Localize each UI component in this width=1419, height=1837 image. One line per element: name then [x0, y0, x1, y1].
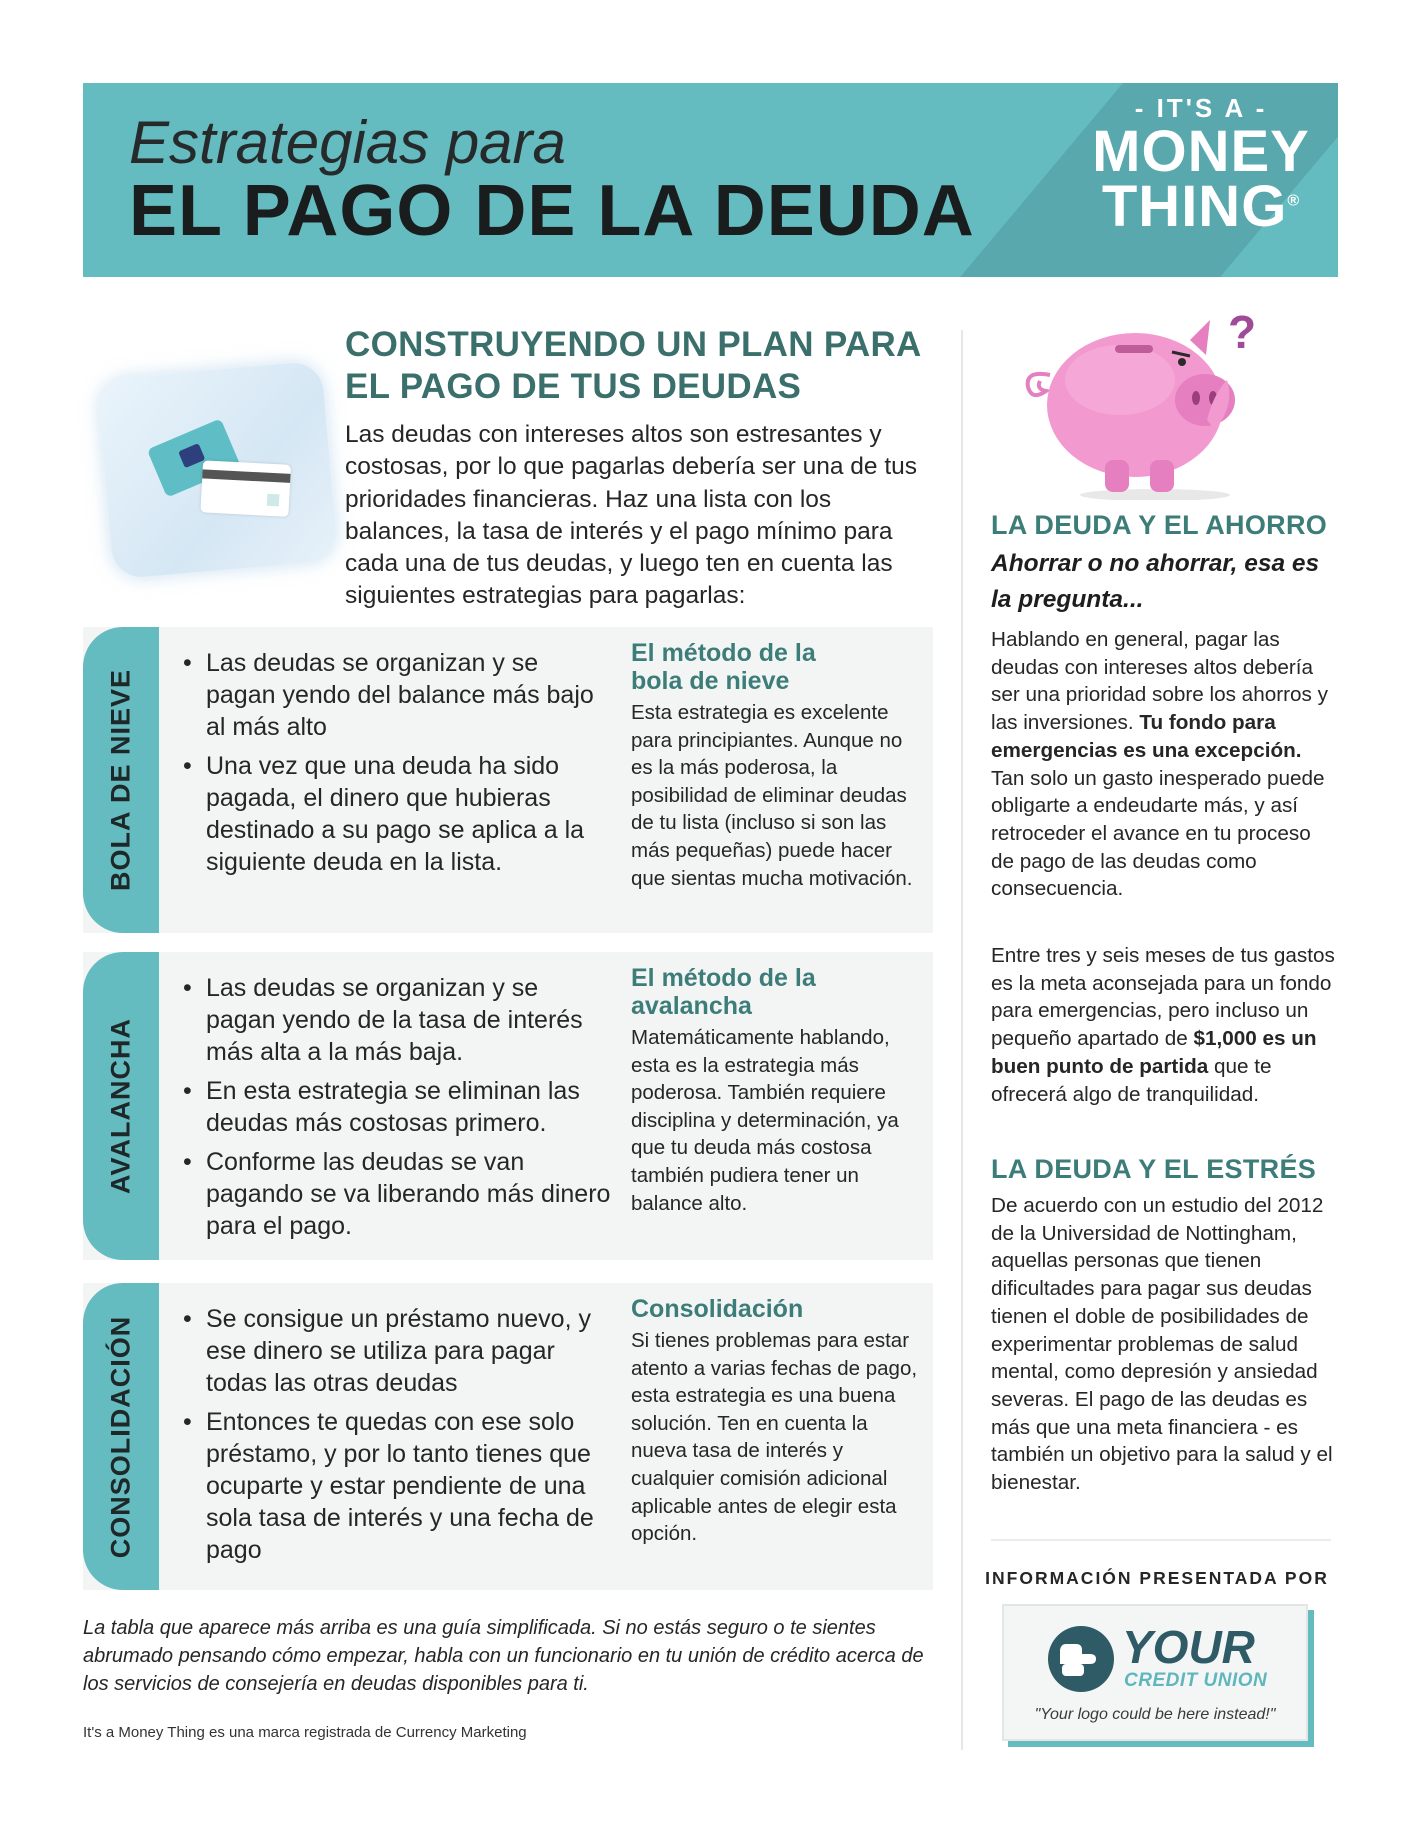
method-title: Consolidación — [631, 1295, 804, 1323]
savings-p2-end: que te ofrecerá algo de tranquilidad. — [991, 1054, 1272, 1106]
bullet-item: • En esta estrategia se eliminan las deudas más costosas primero. — [183, 1075, 613, 1139]
strategy-tab — [83, 952, 159, 1260]
strategy-tab-label: AVALANCHA — [105, 1018, 136, 1194]
strategy-bullets — [183, 647, 613, 885]
bullet-item: • Las deudas se organizan y se pagan yendo del balance más bajo al más alto — [183, 647, 613, 743]
bullet-item: • Una vez que una deuda ha sido pagada, el dinero que hubieras destinado a su pago se aplica a la siguiente deuda en la lista. — [183, 750, 613, 878]
method-body: Matemáticamente hablando, esta es la estrategia más poderosa. También requiere disciplina y determinación, ya que tu deuda más costosa también pudiera tener un balance alto. — [631, 1026, 899, 1215]
sidebar-divider — [961, 330, 963, 1750]
savings-paragraph-1 — [991, 626, 1336, 903]
savings-p2-start: Entre tres y seis meses de tus gastos es la meta aconsejada para un fondo para emergencias, pero incluso un pequeño apartado de — [991, 944, 1335, 1051]
logo-thing: THING — [1101, 174, 1288, 240]
strategy-tab-label: CONSOLIDACIÓN — [105, 1315, 136, 1558]
savings-p1-end: Tan solo un gasto inesperado puede obligarte a endeudarte más, y así retroceder el avance en tu proceso de pago de las deudas como consecuencia. — [991, 766, 1325, 901]
piggy-bank-question-icon — [1010, 300, 1260, 500]
header-banner — [83, 83, 1338, 277]
credit-union-tagline: "Your logo could be here instead!" — [1034, 1706, 1276, 1723]
logo-money: MONEY — [1092, 119, 1310, 184]
savings-subheading: Ahorrar o no ahorrar, esa es la pregunta... — [991, 550, 1320, 613]
frozen-credit-cards-icon — [97, 361, 339, 580]
strategy-row-consolidation — [83, 1283, 933, 1590]
intro-heading-line1: CONSTRUYENDO UN PLAN PARA — [345, 325, 922, 364]
savings-paragraph-2 — [991, 942, 1336, 1108]
stress-body: De acuerdo con un estudio del 2012 de la Universidad de Nottingham, aquellas personas que tienen dificultades para pagar sus deudas tienen el doble de posibilidades de experimentar problemas de salud mental, como depresión y ansiedad severas. El pago de las deudas es más que una meta financiera - es también un objetivo para la salud y el bienestar. — [991, 1194, 1333, 1495]
method-title: El método de la bola de nieve — [631, 639, 816, 695]
savings-p1-bold: Tu fondo para emergencias es una excepción. — [991, 711, 1302, 762]
card-stripe — [202, 469, 290, 483]
bullet-item: • Las deudas se organizan y se pagan yendo de la tasa de interés más alta a la más baja. — [183, 972, 613, 1068]
card-square — [267, 494, 280, 507]
logo-its-a: - IT'S A - — [1134, 93, 1268, 123]
sidebar-rule — [991, 1539, 1331, 1541]
credit-union-name: CREDIT UNION — [1124, 1670, 1268, 1691]
bullet-item: • Conforme las deudas se van pagando se va liberando más dinero para el pago. — [183, 1146, 613, 1242]
strategy-tab — [83, 627, 159, 933]
logo-registered: ® — [1287, 192, 1301, 210]
intro-heading — [345, 324, 945, 408]
strategy-row-snowball — [83, 627, 933, 933]
method-box — [631, 639, 921, 892]
intro-heading-line2: EL PAGO DE TUS DEUDAS — [345, 367, 802, 406]
strategy-row-avalanche — [83, 952, 933, 1260]
presented-by-label: INFORMACIÓN PRESENTADA POR — [985, 1568, 1329, 1588]
money-thing-logo — [1081, 93, 1321, 240]
strategy-bullets — [183, 972, 613, 1249]
pointing-hand-glyph — [1048, 1626, 1114, 1692]
strategy-bullets — [183, 1303, 613, 1573]
bullet-item: • Entonces te quedas con ese solo préstamo, y por lo tanto tienes que ocuparte y estar pendiente de una sola tasa de interés y una fecha de pago — [183, 1406, 613, 1566]
method-box — [631, 964, 921, 1217]
credit-card-white — [200, 460, 291, 517]
header-main-title: EL PAGO DE LA DEUDA — [129, 171, 975, 251]
card-chip — [178, 443, 205, 468]
header-script-title: Estrategias para — [129, 109, 566, 176]
credit-union-logo-box — [1002, 1604, 1308, 1741]
savings-p1-start: Hablando en general, pagar las deudas con intereses altos debería ser una prioridad sobre los ahorros y las inversiones. — [991, 628, 1328, 735]
strategy-tab-label: BOLA DE NIEVE — [105, 668, 136, 892]
method-body: Esta estrategia es excelente para principiantes. Aunque no es la más poderosa, la posibilidad de eliminar deudas de tu lista (incluso si son las más pequeñas) puede hacer que sientas mucha motivación. — [631, 701, 913, 890]
stress-heading: LA DEUDA Y EL ESTRÉS — [991, 1154, 1317, 1184]
strategy-tab — [83, 1283, 159, 1590]
method-body: Si tienes problemas para estar atento a varias fechas de pago, esta estrategia es una buena solución. Ten en cuenta la nueva tasa de interés y cualquier comisión adicional aplicable antes de elegir esta opción. — [631, 1329, 918, 1546]
svg-text:?: ? — [1228, 306, 1257, 358]
intro-body: Las deudas con intereses altos son estresantes y costosas, por lo que pagarlas debería ser una de tus prioridades financieras. Haz una lista con los balances, la tasa de interés y el pago mínimo para cada una de tus deudas, y luego ten en cuenta las siguientes estrategias para pagarlas: — [345, 421, 918, 610]
trademark-note: It's a Money Thing es una marca registrada de Currency Marketing — [83, 1724, 527, 1741]
savings-p2-bold: $1,000 es un buen punto de partida — [991, 1027, 1317, 1078]
method-title: El método de la avalancha — [631, 964, 816, 1020]
pointing-hand-icon — [1048, 1626, 1114, 1692]
credit-union-your: YOUR — [1122, 1621, 1255, 1673]
disclaimer: La tabla que aparece más arriba es una guía simplificada. Si no estás seguro o te sientes abrumado pensando cómo empezar, habla con un funcionario en tu unión de crédito acerca de los servicios de consejería en deudas disponibles para ti. — [83, 1617, 924, 1695]
bullet-item: • Se consigue un préstamo nuevo, y ese dinero se utiliza para pagar todas las otras deudas — [183, 1303, 613, 1399]
savings-heading: LA DEUDA Y EL AHORRO — [991, 510, 1328, 540]
method-box — [631, 1295, 921, 1548]
logo-thing-line — [1081, 174, 1321, 240]
